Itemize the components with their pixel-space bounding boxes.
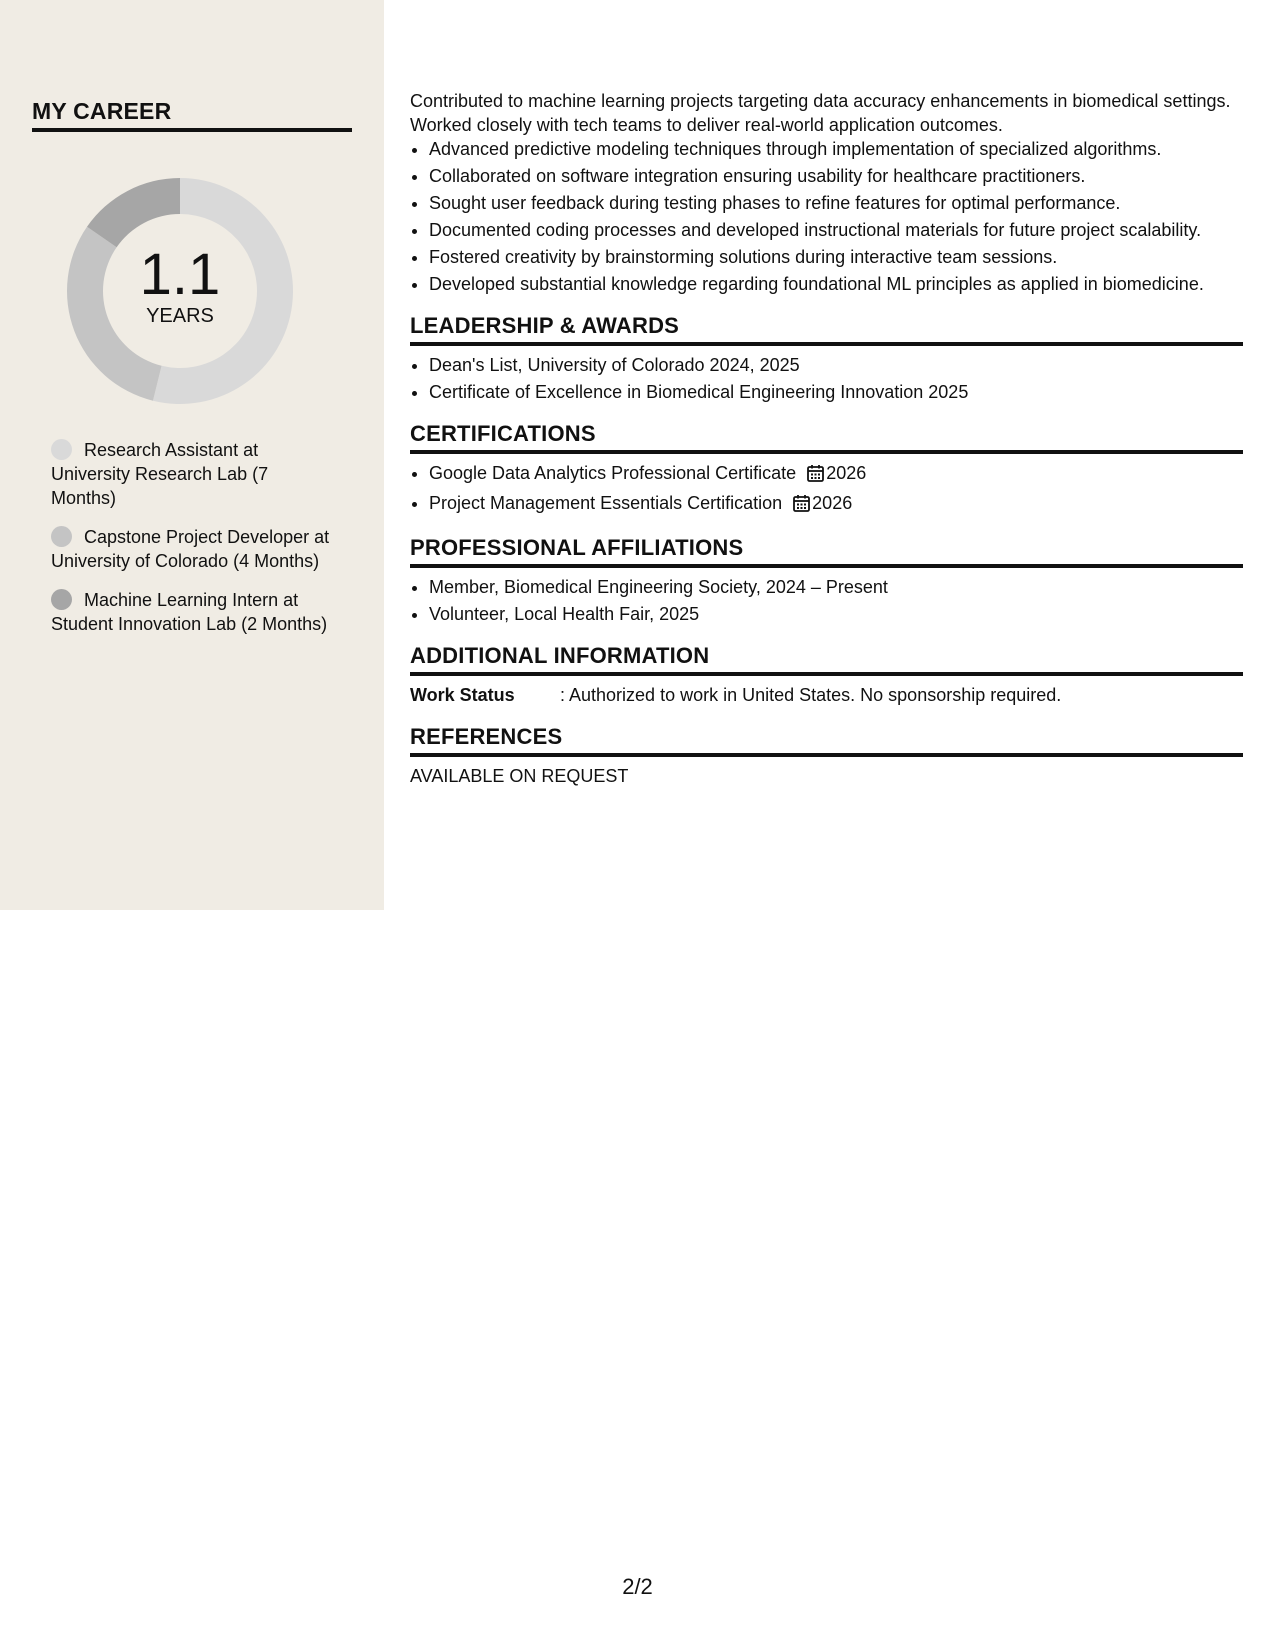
references-text: AVAILABLE ON REQUEST <box>410 766 629 786</box>
list-item: • Member, Biomedical Engineering Society, 2024 – Present <box>429 575 1243 599</box>
experience-summary: Contributed to machine learning projects targeting data accuracy enhancements in biomedical settings. Worked closely with tech teams to deliver real-world application outcomes. <box>410 91 1231 135</box>
references-title: REFERENCES <box>410 724 1243 757</box>
leadership-list <box>410 353 1243 404</box>
certification-year: 2026 <box>812 493 853 513</box>
list-item: • Fostered creativity by brainstorming solutions during interactive team sessions. <box>429 245 1243 269</box>
career-title: MY CAREER <box>32 98 352 132</box>
donut-center <box>66 177 294 405</box>
certification-year: 2026 <box>826 463 867 483</box>
additional-info-title: ADDITIONAL INFORMATION <box>410 643 1243 676</box>
legend-label: Machine Learning Intern at Student Innovation Lab (2 Months) <box>51 590 328 634</box>
work-status-value: : Authorized to work in United States. No sponsorship required. <box>560 685 1062 705</box>
career-legend <box>51 438 331 651</box>
affiliations-list <box>410 575 1243 626</box>
certifications-title: CERTIFICATIONS <box>410 421 1243 454</box>
certifications-list <box>410 461 1243 518</box>
legend-label: Research Assistant at University Research Lab (7 Months) <box>51 440 269 508</box>
list-item: • Dean's List, University of Colorado 2024, 2025 <box>429 353 1243 377</box>
legend-item <box>51 588 331 636</box>
work-status-row <box>410 683 1243 707</box>
page-number: 2/2 <box>622 1574 653 1599</box>
list-item: • Advanced predictive modeling techniques through implementation of specialized algorithms. <box>429 137 1243 161</box>
certification-name: Google Data Analytics Professional Certificate <box>429 463 797 483</box>
years-value: 1.1 <box>139 242 221 307</box>
legend-label: Capstone Project Developer at University of Colorado (4 Months) <box>51 527 330 571</box>
list-item: • Volunteer, Local Health Fair, 2025 <box>429 602 1243 626</box>
affiliations-title: PROFESSIONAL AFFILIATIONS <box>410 535 1243 568</box>
list-item: • Developed substantial knowledge regarding foundational ML principles as applied in biomedicine. <box>429 272 1243 296</box>
list-item <box>429 491 1243 518</box>
list-item: • Documented coding processes and developed instructional materials for future project scalability. <box>429 218 1243 242</box>
sidebar <box>0 0 384 910</box>
calendar-icon <box>793 494 810 518</box>
certification-name: Project Management Essentials Certification <box>429 493 783 513</box>
leadership-title: LEADERSHIP & AWARDS <box>410 313 1243 346</box>
career-donut-chart <box>66 177 294 405</box>
legend-item <box>51 525 331 573</box>
list-item: • Sought user feedback during testing phases to refine features for optimal performance. <box>429 191 1243 215</box>
legend-dot-icon <box>51 589 72 610</box>
list-item <box>429 461 1243 488</box>
work-status-label: Work Status <box>410 685 515 705</box>
calendar-icon <box>807 464 824 488</box>
list-item: • Certificate of Excellence in Biomedical Engineering Innovation 2025 <box>429 380 1243 404</box>
legend-dot-icon <box>51 439 72 460</box>
years-unit: YEARS <box>146 305 214 327</box>
legend-item <box>51 438 331 510</box>
main-content <box>410 89 1243 788</box>
legend-dot-icon <box>51 526 72 547</box>
list-item: • Collaborated on software integration ensuring usability for healthcare practitioners. <box>429 164 1243 188</box>
experience-bullets <box>410 137 1243 296</box>
